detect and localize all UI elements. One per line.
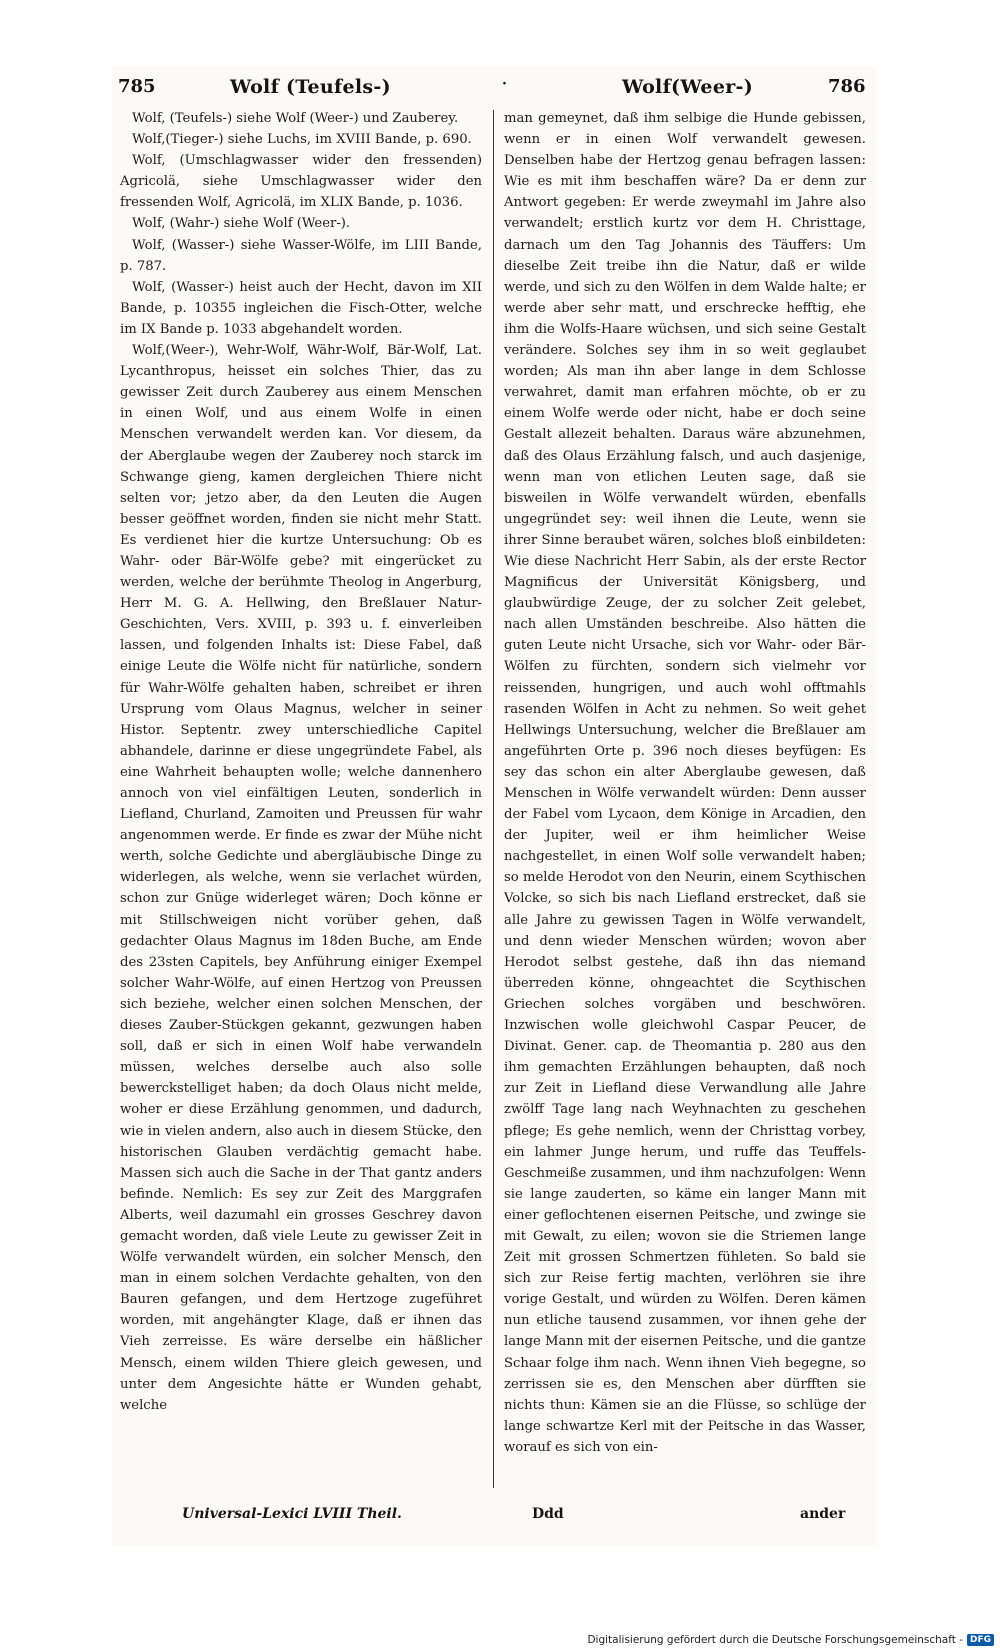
left-page-number: 785 — [118, 76, 156, 97]
right-column — [504, 108, 866, 1458]
entry-wasser-1: Wolf, (Wasser-) siehe Wasser-Wölfe, im LIII Bande, p. 787. — [120, 237, 482, 274]
digitization-credit — [587, 1634, 994, 1646]
entry-teufels: Wolf, (Teufels-) siehe Wolf (Weer-) und Zauberey. — [132, 111, 459, 126]
right-page-number: 786 — [828, 76, 866, 97]
header-dot: · — [502, 76, 507, 92]
column-divider — [493, 110, 494, 1488]
credit-text: Digitalisierung gefördert durch die Deutsche Forschungsgemeinschaft - — [587, 1634, 963, 1646]
entry-umschlagwasser: Wolf, (Umschlagwasser wider den fressenden) Agricolä, siehe Umschlagwasser wider den fressenden Wolf, Agricolä, im XLIX Bande, p. 1036. — [120, 153, 482, 211]
left-column — [120, 108, 482, 1416]
left-running-title: Wolf (Teufels-) — [230, 76, 391, 98]
entry-tieger: Wolf,(Tieger-) siehe Luchs, im XVIII Bande, p. 690. — [132, 132, 472, 148]
book-page — [112, 66, 876, 1546]
entry-wahr: Wolf, (Wahr-) siehe Wolf (Weer-). — [132, 216, 351, 232]
dfg-logo: DFG — [967, 1634, 994, 1646]
entry-weer-continued: man gemeynet, daß ihm selbige die Hunde gebissen, wenn er in einen Wolf verwandelt gewesen. Denselben habe der Hertzog genau befragen lassen: Wie es mit ihm beschaffen wäre? Da er denn zur Antwort gegeben: Er werde zweymahl im Jahre also verwandelt; erstlich kurtz vor dem H. Christtage, darnach um den Tag Johannis des Täuffers: Um dieselbe Zeit treibe ihn die Natur, daß er wilde werde, und sich zu den Wölfen in dem Walde halte; er werde aber sehr matt, und erschrecke hefftig, ehe ihm die Wolfs-Haare wüchsen, und sich seine Gestalt verändere. Solches sey ihm in so weit geglaubet worden; Als man ihn aber lange in dem Schlosse verwahret, damit man erfahren möchte, ob er zu einem Wolfe werde oder nicht, habe er doch seine Gestalt allezeit behalten. Daraus wäre abzunehmen, daß des Olaus Erzählung falsch, und auch dasjenige, wenn man von etlichen Leuten sage, daß sie bisweilen in Wölfe verwandelt würden, ebenfalls ungegründet sey: weil ihnen die Leute, wenn sie ihrer Sinne beraubet wären, solches bloß einbildeten: Wie diese Nachricht Herr Sabin, als der erste Rector Magnificus der Universität Königsberg, und glaubwürdige Zeuge, der zu solcher Zeit gelebet, nach allen Umständen beschreibe. Also hätten die guten Leute nicht Ursache, sich vor Wahr- oder Bär-Wölfen zu fürchten, sondern sich vielmehr vor reissenden, hungrigen, und auch wohl offtmahls rasenden Wölfen in Acht zu nehmen. So weit gehet Hellwings Untersuchung, welcher die Breßlauer am angeführten Orte p. 396 noch dieses beyfügen: Es sey das schon ein alter Aberglaube gewesen, daß Menschen in Wölfe verwandelt würden: Denn ausser der Fabel vom Lycaon, dem Könige in Arcadien, den der Jupiter, weil er ihm heimlicher Weise nachgestellet, in einen Wolf solle verwandelt haben; so melde Herodot von den Neurin, einem Scythischen Volcke, so sich bis nach Liefland erstrecket, daß sie alle Jahre zu gewissen Tagen in Wölfe verwandelt, und denn wieder Menschen würden; wovon aber Herodot selbst gestehe, daß ihn das niemand überreden könne, ohngeachtet die Scythischen Griechen solches vorgäben und beschwören. Inzwischen wolle gleichwohl Caspar Peucer, de Divinat. Gener. cap. de Theomantia p. 280 aus den ihm gemachten Erzählungen behaupten, daß noch zur Zeit in Liefland diese Verwandlung alle Jahre zwölff Tage lang nach Weyhnachten zu geschehen pflege; Es gehe nemlich, wenn der Christtag vorbey, ein lahmer Junge herum, und ruffe das Teuffels-Geschmeiße zusammen, und ihm nachzufolgen: Wenn sie lange zauderten, so käme ein langer Mann mit einer geflochtenen eisernen Peitsche, und zwinge sie mit Gewalt, zu eilen; wovon sie die Striemen lange Zeit mit grossen Schmertzen fühleten. So bald sie sich zur Reise fertig machten, verlöhren sie ihre vorige Gestalt, und würden zu Wölfen. Deren kämen nun etliche tausend zusammen, vor ihnen gehe der lange Mann mit der eisernen Peitsche, und die gantze Schaar folge ihm nach. Wenn ihnen Vieh begegne, so zerrissen sie es, den Menschen aber dürfften sie nichts thun: Kämen sie an die Flüsse, so schlüge der lange schwartze Kerl mit der Peitsche in das Wasser, worauf es sich von ein- — [504, 111, 866, 1455]
right-running-title: Wolf(Weer-) — [622, 76, 753, 98]
catchword: ander — [800, 1506, 846, 1522]
entry-wasser-2: Wolf, (Wasser-) heist auch der Hecht, davon im XII Bande, p. 10355 ingleichen die Fisch-Otter, welche im IX Bande p. 1033 abgehandelt worden. — [120, 279, 482, 337]
sheet-mark: Ddd — [532, 1506, 564, 1522]
entry-weer: Wolf,(Weer-), Wehr-Wolf, Währ-Wolf, Bär-Wolf, Lat. Lycanthropus, heisset ein solches Thier, das zu gewisser Zeit durch Zauberey aus einem Menschen in einen Wolf, und aus einem Wolfe in einen Menschen verwandelt werden kan. Vor diesem, da der Aberglaube wegen der Zauberey noch starck im Schwange gieng, kamen dergleichen Thiere nicht selten vor; jetzo aber, da den Leuten die Augen besser geöffnet worden, finden sie nicht mehr Statt. Es verdienet hier die kurtze Untersuchung: Ob es Wahr- oder Bär-Wölfe gebe? mit eingerücket zu werden, welche der berühmte Theolog in Angerburg, Herr M. G. A. Hellwing, den Breßlauer Natur-Geschichten, Vers. XVIII, p. 393 u. f. einverleiben lassen, und folgenden Inhalts ist: Diese Fabel, daß einige Leute die Wölfe nicht für natürliche, sondern für Wahr-Wölfe gehalten haben, schreibet er ihren Ursprung vom Olaus Magnus, welcher in seiner Histor. Septentr. zwey unterschiedliche Capitel abhandele, darinne er diese ungegründete Fabel, als eine Wahrheit behaupten wolle; welche dannenhero annoch von viel einfältigen Leuten, sonderlich in Liefland, Churland, Zamoiten und Preussen für wahr angenommen werde. Er finde es zwar der Mühe nicht werth, solche Gedichte und abergläubische Dinge zu widerlegen, als welche, wenn sie verlachet würden, schon zur Gnüge widerleget wären; Doch könne er mit Stillschweigen nicht vorüber gehen, daß gedachter Olaus Magnus im 18den Buche, am Ende des 23sten Capitels, bey Anführung einiger Exempel solcher Wahr-Wölfe, auf einen Hertzog von Preussen sich beziehe, welcher einen solchen Menschen, der dieses Zauber-Stückgen gekannt, gezwungen haben soll, daß er sich in einen Wolf habe verwandeln müssen, welches derselbe auch also solle bewerckstelliget haben; da doch Olaus nicht melde, woher er diese Erzählung genommen, und dadurch, wie in vielen andern, also auch in diesem Stücke, den historischen Glauben verdächtig gemacht habe. Massen sich auch die Sache in der That gantz anders befinde. Nemlich: Es sey zur Zeit des Marggrafen Alberts, weil dazumahl ein grosses Geschrey davon gemacht worden, daß viele Leute zu gewisser Zeit in Wölfe verwandelt würden, ein solcher Mensch, den man in einem solchen Verdachte gehalten, von den Bauren gefangen, und dem Hertzoge zugeführet worden, mit angehängter Klage, daß er ihnen das Vieh zerreisse. Es wäre derselbe ein häßlicher Mensch, einem wilden Thiere gleich gewesen, und unter dem Angesichte hätte er Wunden gehabt, welche — [120, 343, 482, 1413]
signature-line: Universal-Lexici LVIII Theil. — [182, 1506, 402, 1522]
